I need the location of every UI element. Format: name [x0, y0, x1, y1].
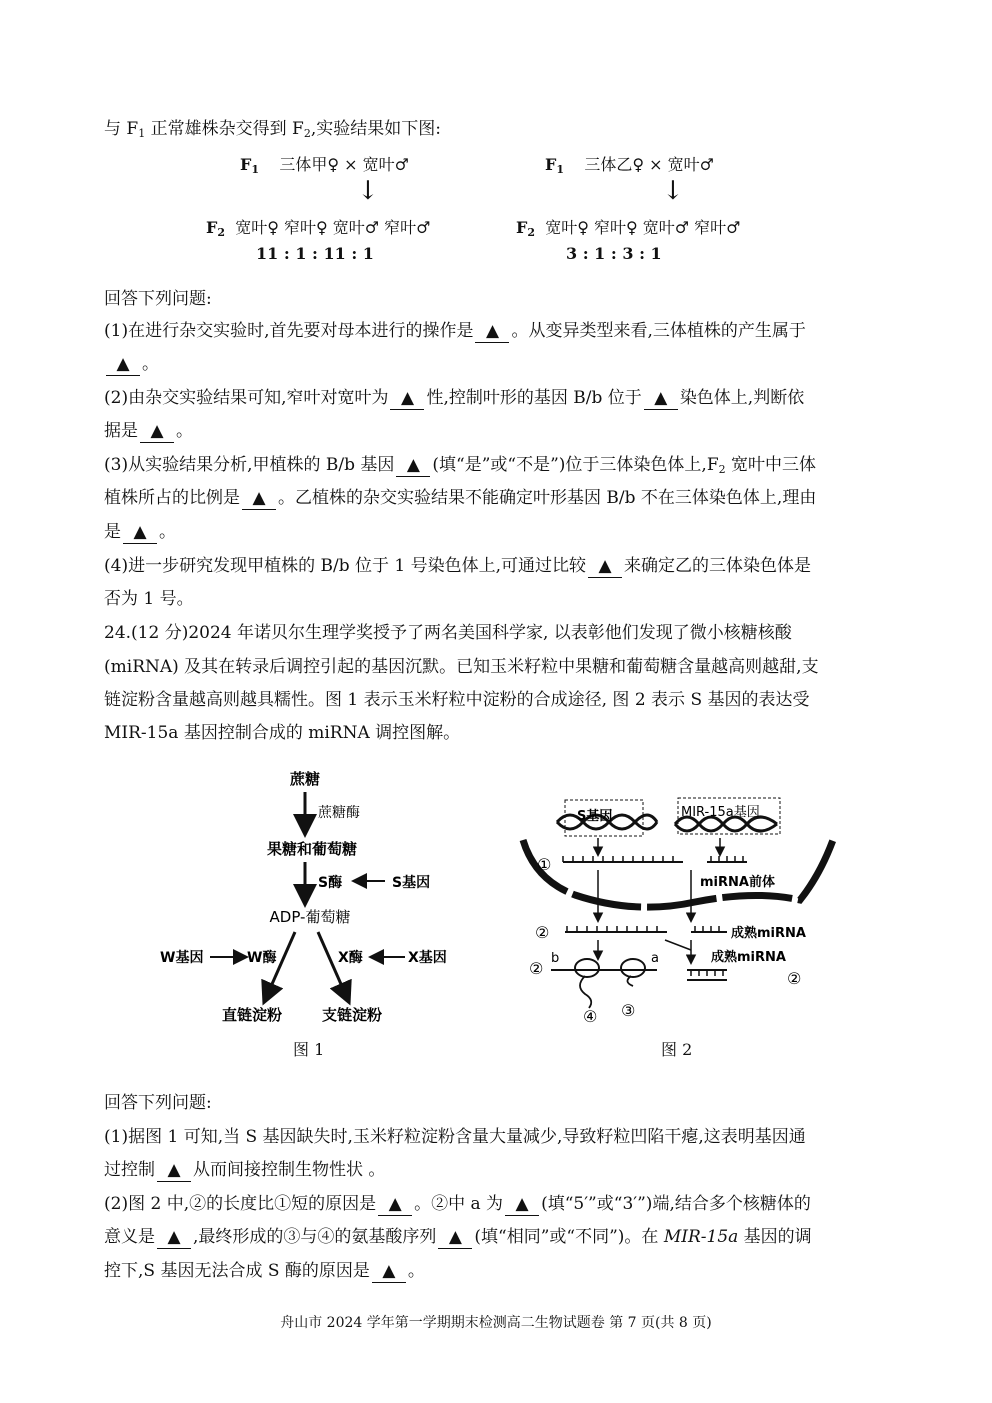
answer-blank[interactable]: ▲	[242, 487, 276, 510]
q23-4-line1	[104, 555, 811, 578]
answer-blank[interactable]: ▲	[505, 1193, 539, 1216]
fig1-s-gene: S基因	[392, 875, 431, 891]
q23-3-line1	[104, 454, 816, 481]
answer-blank[interactable]: ▲	[157, 1159, 191, 1182]
q24-1-line2	[104, 1159, 385, 1182]
cross1-offspring: 宽叶♀ 窄叶♀ 宽叶♂ 窄叶♂	[235, 218, 431, 237]
figure1-caption: 图 1	[293, 1040, 325, 1059]
fig2-label-3: ③	[621, 1001, 636, 1020]
answer-blank[interactable]: ▲	[140, 420, 174, 443]
q23-4-text: (4)进一步研究发现甲植株的 B/b 位于 1 号染色体上,可通过比较	[104, 556, 587, 576]
cross1-parents-row	[240, 152, 409, 176]
fig1-s-enzyme: S酶	[318, 875, 343, 891]
q23-2-line2	[104, 420, 193, 443]
intro-line	[104, 118, 441, 145]
q23-3-text-f: 是	[104, 522, 121, 542]
fig2-label-a: a	[651, 951, 659, 966]
q24-stem-line3: 链淀粉含量越高则越具糯性。图 1 表示玉米籽粒中淀粉的合成途径, 图 2 表示 S 基因的表达受	[104, 690, 810, 710]
figure2-caption: 图 2	[661, 1040, 693, 1059]
fig2-ribosome-2	[621, 959, 645, 977]
fig2-s-gene-label: S基因	[577, 809, 613, 824]
q24-2-text-e: ,最终形成的③与④的氨基酸序列	[193, 1227, 437, 1247]
cross2-parents-row	[545, 152, 714, 176]
answer-blank[interactable]: ▲	[396, 454, 430, 477]
cross1-gen-f2: F	[206, 218, 218, 237]
q24-2-text-j: 。	[407, 1261, 425, 1281]
answer-blank[interactable]: ▲	[378, 1193, 412, 1216]
q23-2-text-e: 。	[176, 421, 193, 441]
q24-2-text: (2)图 2 中,②的长度比①短的原因是	[104, 1194, 377, 1214]
q24-2-line3	[104, 1260, 425, 1283]
intro-sub: 1	[138, 127, 146, 140]
q23-4-line2: 否为 1 号。	[104, 589, 194, 609]
q23-2-text-c: 染色体上,判断依	[679, 388, 805, 408]
q24-2-line1	[104, 1193, 811, 1216]
q23-3-text-g: 。	[159, 522, 176, 542]
q24-2-text-b: 。②中 a 为	[414, 1194, 504, 1214]
q23-3-text-c: 宽叶中三体	[725, 455, 817, 475]
answer-blank[interactable]: ▲	[644, 387, 678, 410]
q24-stem-line4: MIR-15a 基因控制合成的 miRNA 调控图解。	[104, 723, 461, 743]
q23-3-text: (3)从实验结果分析,甲植株的 B/b 基因	[104, 455, 395, 475]
fig2-mature-mirna-label-1: 成熟miRNA	[731, 926, 806, 941]
answer-blank[interactable]: ▲	[157, 1226, 191, 1249]
q23-1-text: (1)在进行杂交实验时,首先要对母本进行的操作是	[104, 321, 474, 341]
q24-answer-prompt: 回答下列问题:	[104, 1093, 212, 1113]
q23-2-line1	[104, 387, 804, 410]
answer-blank[interactable]: ▲	[588, 555, 622, 578]
figure2-diagram	[515, 790, 845, 1030]
page-footer: 舟山市 2024 学年第一学期期末检测高二生物试题卷 第 7 页(共 8 页)	[280, 1315, 712, 1331]
cross2-offspring-row	[516, 215, 741, 239]
q23-4-text-b: 来确定乙的三体染色体是	[624, 556, 812, 576]
q23-3-text-e: 。乙植株的杂交实验结果不能确定叶形基因 B/b 不在三体染色体上,理由	[278, 488, 817, 508]
cross2-gen-f2: F	[516, 218, 528, 237]
q24-2-text-h: 基因的调	[738, 1227, 812, 1247]
fig1-w-enzyme: W酶	[247, 950, 277, 966]
fig2-label-2c: ②	[787, 969, 802, 988]
fig1-x-gene: X基因	[408, 950, 447, 966]
fig1-arrow-left	[265, 932, 295, 1000]
q23-answer-prompt: 回答下列问题:	[104, 289, 212, 309]
cross2-offspring: 宽叶♀ 窄叶♀ 宽叶♂ 窄叶♂	[545, 218, 741, 237]
fig2-nuclear-envelope	[523, 840, 833, 907]
fig2-label-4: ④	[583, 1007, 598, 1026]
fig2-label-2b: ②	[529, 959, 544, 978]
q24-2-text-d: 意义是	[104, 1227, 155, 1247]
fig1-adp-glucose: ADP-葡萄糖	[269, 908, 351, 926]
q24-stem-line2: (miRNA) 及其在转录后调控引起的基因沉默。已知玉米籽粒中果糖和葡萄糖含量越高则越甜,支	[104, 657, 819, 677]
fig2-peptide-4	[580, 976, 591, 1008]
fig1-amylopectin: 支链淀粉	[322, 1006, 383, 1024]
q23-3-text-d: 植株所占的比例是	[104, 488, 240, 508]
cross1-gen-f2-sub: 2	[217, 226, 226, 239]
cross1-offspring-row	[206, 215, 431, 239]
cross1-parents: 三体甲♀ × 宽叶♂	[279, 155, 409, 174]
fig2-arrow-merge	[665, 940, 691, 950]
q23-2-text-d: 据是	[104, 421, 138, 441]
q24-1-text-c: 从而间接控制生物性状 。	[193, 1160, 386, 1180]
intro-text-post: ,实验结果如下图:	[310, 119, 441, 139]
fig2-ribosome-1	[575, 959, 599, 977]
fig2-label-1: ①	[537, 855, 552, 874]
q23-2-text: (2)由杂交实验结果可知,窄叶对宽叶为	[104, 388, 389, 408]
cross1-gen-f1-sub: 1	[251, 163, 260, 176]
q23-3-text-b: (填“是”或“不是”)位于三体染色体上,F	[432, 455, 719, 475]
q24-2-gene-italic: MIR-15a	[663, 1227, 739, 1247]
q24-1-text-b: 过控制	[104, 1160, 155, 1180]
fig1-sucrase: 蔗糖酶	[318, 805, 360, 821]
fig1-w-gene: W基因	[160, 950, 204, 966]
cross2-arrow: ↓	[662, 176, 684, 206]
q24-2-text-i: 控下,S 基因无法合成 S 酶的原因是	[104, 1261, 370, 1281]
q23-3-line2	[104, 487, 816, 510]
fig1-amylose: 直链淀粉	[222, 1006, 283, 1024]
q24-2-line2	[104, 1226, 812, 1249]
cross1-arrow: ↓	[357, 176, 379, 206]
q23-3-sub: 2	[718, 463, 726, 476]
q23-1-line1	[104, 320, 806, 343]
fig1-x-enzyme: X酶	[338, 950, 363, 966]
q23-1-line2	[104, 353, 159, 376]
fig2-mature-mirna-label-2: 成熟miRNA	[711, 950, 786, 965]
q23-2-text-b: 性,控制叶形的基因 B/b 位于	[426, 388, 642, 408]
answer-blank[interactable]: ▲	[475, 320, 509, 343]
intro-sub2: 2	[303, 127, 311, 140]
q23-1-text-b: 。从变异类型来看,三体植株的产生属于	[511, 321, 806, 341]
figure1-diagram	[150, 762, 470, 1042]
intro-text-mid: 正常雄株杂交得到 F	[145, 119, 304, 139]
intro-text: 与 F	[104, 119, 139, 139]
fig1-sucrose: 蔗糖	[289, 770, 321, 788]
q24-2-text-c: (填“5′”或“3′”)端,结合多个核糖体的	[541, 1194, 811, 1214]
cross2-gen-f1-sub: 1	[556, 163, 565, 176]
fig2-mir-gene-label: MIR-15a基因	[681, 805, 760, 820]
q24-2-text-f: (填“相同”或“不同”)。在	[474, 1227, 664, 1247]
cross1-gen-f1: F	[240, 155, 252, 174]
answer-blank[interactable]: ▲	[390, 387, 424, 410]
fig2-label-2a: ②	[535, 923, 550, 942]
fig2-label-b: b	[551, 951, 560, 966]
q24-1-line1: (1)据图 1 可知,当 S 基因缺失时,玉米籽粒淀粉含量大量减少,导致籽粒凹陷干瘪,这表明基因通	[104, 1127, 806, 1147]
cross2-parents: 三体乙♀ × 宽叶♂	[584, 155, 714, 174]
cross1-ratio: 11 : 1 : 11 : 1	[256, 244, 374, 263]
cross2-gen-f2-sub: 2	[527, 226, 536, 239]
fig1-fru-glu: 果糖和葡萄糖	[266, 840, 358, 858]
cross2-gen-f1: F	[545, 155, 557, 174]
answer-blank[interactable]: ▲	[438, 1226, 472, 1249]
q24-stem-line1: 24.(12 分)2024 年诺贝尔生理学奖授予了两名美国科学家, 以表彰他们发现了微小核糖核酸	[104, 623, 792, 643]
q23-1-text-c: 。	[142, 354, 159, 374]
fig2-pre-mirna-label: miRNA前体	[700, 875, 775, 890]
fig1-arrow-right	[318, 932, 348, 1000]
answer-blank[interactable]: ▲	[106, 353, 140, 376]
cross2-ratio: 3 : 1 : 3 : 1	[566, 244, 662, 263]
answer-blank[interactable]: ▲	[123, 521, 157, 544]
q23-3-line3	[104, 521, 176, 544]
answer-blank[interactable]: ▲	[372, 1260, 406, 1283]
